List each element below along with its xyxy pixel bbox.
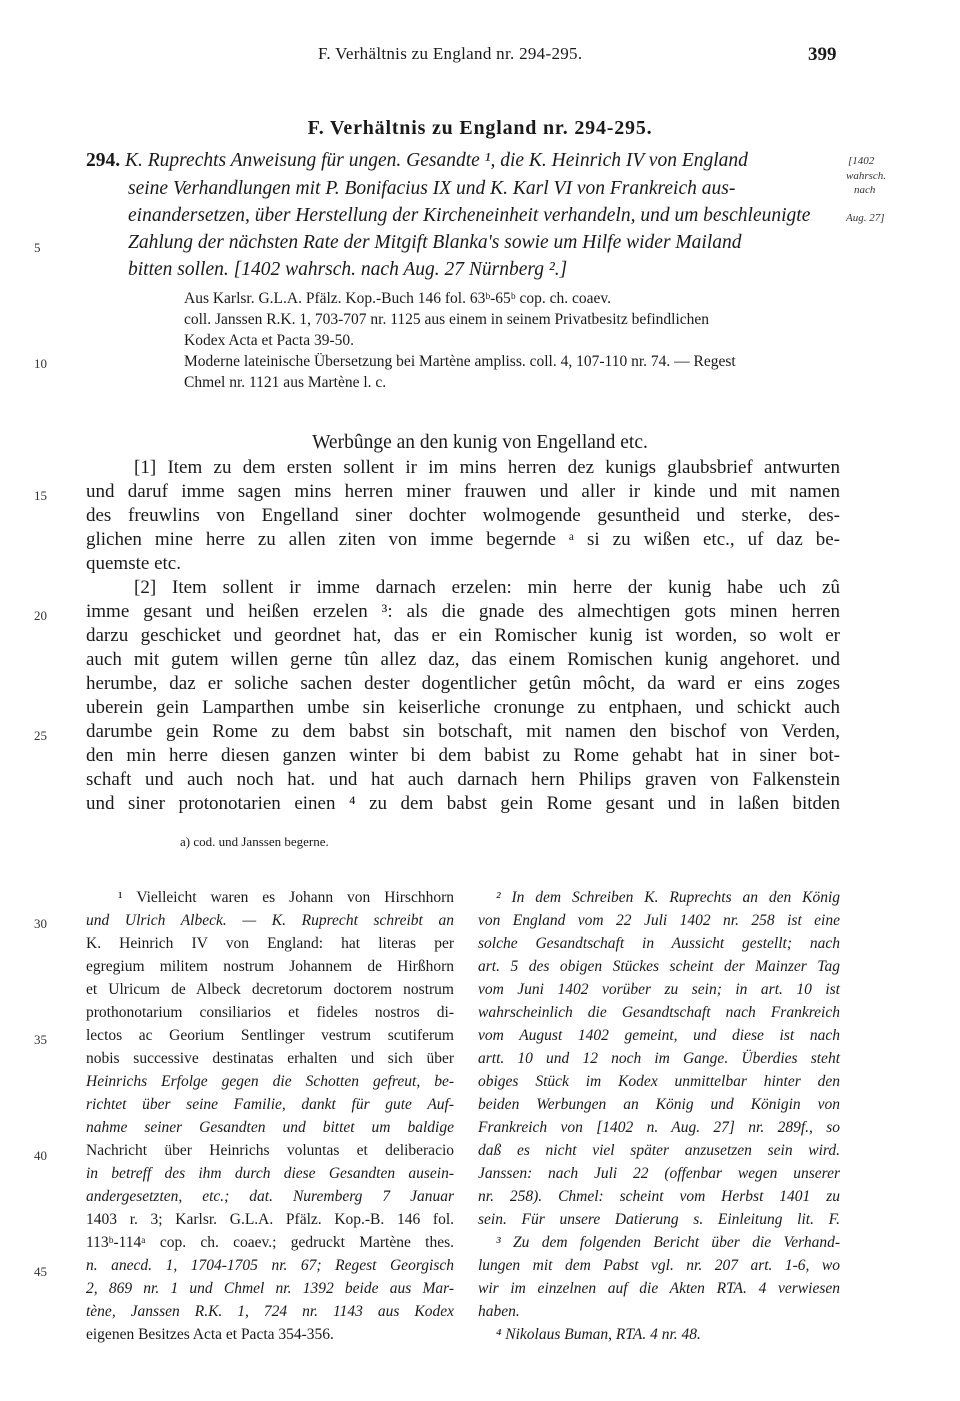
critical-apparatus: a) cod. und Janssen begerne.: [180, 834, 329, 849]
source-line: Moderne lateinische Übersetzung bei Martène ampliss. coll. 4, 107-110 nr. 74. — Regest: [184, 353, 736, 370]
footnote-line: beiden Werbungen an König und Königin von: [478, 1096, 840, 1113]
body-line: auch mit gutem willen gerne tûn allez daz, das einem Romischen kunig angehoret. und: [86, 649, 840, 670]
footnote-line: und Ulrich Albeck. — K. Ruprecht schreibt an: [86, 912, 454, 929]
footnote-line: et Ulricum de Albeck decretorum doctorem nostrum: [86, 981, 454, 998]
footnote-line: ² In dem Schreiben K. Ruprechts an den König: [496, 889, 840, 906]
body-line: schaft und auch noch hat. und hat auch darnach hern Philips graven von Falkenstein: [86, 769, 840, 790]
body-line: und daruf imme sagen mins herren miner frauwen und aller ir kinde und mit namen: [86, 481, 840, 502]
source-line: Chmel nr. 1121 aus Martène l. c.: [184, 374, 387, 391]
footnote-line: wir im einzelnen auf die Akten RTA. 4 verwiesen: [478, 1280, 840, 1297]
source-line: Kodex Acta et Pacta 39-50.: [184, 332, 355, 349]
document-head-text: K. Ruprechts Anweisung für ungen. Gesandte ¹, die K. Heinrich IV von England: [125, 150, 748, 171]
footnote-line: andergesetzten, etc.; dat. Nuremberg 7 Januar: [86, 1188, 454, 1205]
line-number: 5: [34, 240, 41, 255]
footnote-line: sein. Für unsere Datierung s. Einleitung lit. F.: [478, 1211, 840, 1228]
footnote-line: n. anecd. 1, 1704-1705 nr. 67; Regest Georgisch: [86, 1257, 454, 1274]
footnote-line: artt. 10 und 12 noch im Gange. Überdies steht: [478, 1050, 840, 1067]
footnote-line: ⁴ Nikolaus Buman, RTA. 4 nr. 48.: [496, 1326, 701, 1343]
footnote-line: vom August 1402 gemeint, und diese ist nach: [478, 1027, 840, 1044]
source-line: coll. Janssen R.K. 1, 703-707 nr. 1125 aus einem in seinem Privatbesitz befindlichen: [184, 311, 710, 328]
margin-date: wahrsch.: [846, 170, 887, 182]
footnote-line: Janssen: nach Juli 22 (offenbar wegen unserer: [478, 1165, 840, 1182]
text-title: Werbûnge an den kunig von Engelland etc.: [312, 432, 648, 453]
body-line: [1] Item zu dem ersten sollent ir im mins herren dez kunigs glaubsbrief antwurten: [134, 457, 840, 478]
footnote-line: prothonotarium consiliarios et fideles nostros di-: [86, 1004, 454, 1021]
footnote-line: nahme seiner Gesandten und bittet um baldige: [86, 1119, 454, 1136]
document-head-line: seine Verhandlungen mit P. Bonifacius IX und K. Karl VI von Frankreich aus-: [128, 178, 736, 199]
footnote-line: lungen mit dem Pabst vgl. nr. 207 art. 1-6, wo: [478, 1257, 840, 1274]
footnote-line: art. 5 des obigen Stückes scheint der Mainzer Tag: [478, 958, 840, 975]
footnote-line: richtet über seine Familie, dankt für gute Auf-: [86, 1096, 454, 1113]
line-number: 20: [34, 608, 47, 623]
footnote-line: 1403 r. 3; Karlsr. G.L.A. Pfälz. Kop.-B. 146 fol.: [86, 1211, 454, 1228]
footnote-line: ³ Zu dem folgenden Bericht über die Verhand-: [496, 1234, 840, 1251]
margin-date: nach: [854, 184, 876, 196]
footnote-line: in betreff des ihm durch diese Gesandten ausein-: [86, 1165, 454, 1182]
footnote-line: K. Heinrich IV von England: hat literas per: [86, 935, 454, 952]
document-head-line: bitten sollen. [1402 wahrsch. nach Aug. 27 Nürnberg ².]: [128, 259, 568, 280]
footnote-line: vom Juni 1402 vorüber zu sein; in art. 10 ist: [478, 981, 840, 998]
body-line: imme gesant und heißen erzelen ³: als die gnade des almechtigen gots minen herren: [86, 601, 840, 622]
footnote-line: nobis successive destinatas erhalten und sich über: [86, 1050, 454, 1067]
document-head-line: [86, 150, 748, 172]
footnote-line: Frankreich von [1402 n. Aug. 27] nr. 289f., so: [478, 1119, 840, 1136]
page-number: 399: [808, 44, 837, 65]
document-head-line: Zahlung der nächsten Rate der Mitgift Blanka's sowie um Hilfe wider Mailand: [128, 232, 742, 253]
footnote-line: von England vom 22 Juli 1402 nr. 258 ist eine: [478, 912, 840, 929]
footnote-line: solche Gesandtschaft in Aussicht gestellt; nach: [478, 935, 840, 952]
source-line: Aus Karlsr. G.L.A. Pfälz. Kop.-Buch 146 fol. 63ᵇ-65ᵇ cop. ch. coaev.: [184, 290, 611, 307]
line-number: 15: [34, 488, 47, 503]
body-line: uberein gein Lamparthen umbe sin keiserliche cronunge zu entphaen, und schickt auch: [86, 697, 840, 718]
body-line: [2] Item sollent ir imme darnach erzelen: min herre der kunig habe uch zû: [134, 577, 840, 598]
document-head-line: einandersetzen, über Herstellung der Kircheneinheit verhandeln, und um beschleunigte: [128, 205, 811, 226]
section-title: F. Verhältnis zu England nr. 294-295.: [307, 117, 653, 139]
footnote-line: Nachricht über Heinrichs voluntas et deliberacio: [86, 1142, 454, 1159]
line-number: 40: [34, 1148, 47, 1163]
footnote-line: wahrscheinlich die Gesandtschaft nach Frankreich: [478, 1004, 840, 1021]
line-number: 10: [34, 356, 47, 371]
footnote-line: 113ᵇ-114ᵃ cop. ch. coaev.; gedruckt Martène thes.: [86, 1234, 454, 1251]
line-number: 35: [34, 1032, 47, 1047]
footnote-line: Heinrichs Erfolge gegen die Schotten gefreut, be-: [86, 1073, 454, 1090]
margin-date: [1402: [848, 155, 875, 167]
line-number: 25: [34, 728, 47, 743]
footnote-line: ¹ Vielleicht waren es Johann von Hirschhorn: [118, 889, 454, 906]
running-head: F. Verhältnis zu England nr. 294-295.: [318, 44, 583, 63]
footnote-line: haben.: [478, 1303, 520, 1320]
body-line: darzu geschicket und geordnet hat, das er ein Romischer kunig ist worden, so wolt er: [86, 625, 840, 646]
line-number: 45: [34, 1264, 47, 1279]
footnote-line: lectos ac Georium Sentlinger vestrum scutiferum: [86, 1027, 454, 1044]
body-line: quemste etc.: [86, 553, 181, 574]
footnote-line: nr. 258). Chmel: scheint vom Herbst 1401 zu: [478, 1188, 840, 1205]
footnote-line: tène, Janssen R.K. 1, 724 nr. 1143 aus Kodex: [86, 1303, 454, 1320]
footnote-line: daß es nicht viel später anzusetzen sein wird.: [478, 1142, 840, 1159]
body-line: und siner protonotarien einen ⁴ zu dem babst gein Rome gesant und in laßen bitden: [86, 793, 840, 814]
footnote-line: obiges Stück im Kodex unmittelbar hinter den: [478, 1073, 840, 1090]
body-line: den min herre diesen ganzen winter bi dem babist zu Rome gehabt hat in siner bot-: [86, 745, 840, 766]
margin-date: Aug. 27]: [846, 212, 885, 224]
body-line: darumbe gein Rome zu dem babst sin botschaft, mit namen den bischof von Verden,: [86, 721, 840, 742]
body-line: herumbe, daz er soliche sachen dester dogentlicher getûn môcht, da ward er eins zoges: [86, 673, 840, 694]
line-number: 30: [34, 916, 47, 931]
footnote-line: 2, 869 nr. 1 und Chmel nr. 1392 beide aus Mar-: [86, 1280, 454, 1297]
body-line: glichen mine herre zu allen ziten von imme begernde ᵃ si zu wißen etc., uf daz be-: [86, 529, 840, 550]
body-line: des freuwlins von Engelland siner dochter wolmogende gesuntheid und sterke, des-: [86, 505, 840, 526]
footnote-line: egregium militem nostrum Johannem de Hirßhorn: [86, 958, 454, 975]
document-number: 294.: [86, 150, 121, 171]
footnote-line: eigenen Besitzes Acta et Pacta 354-356.: [86, 1326, 334, 1343]
